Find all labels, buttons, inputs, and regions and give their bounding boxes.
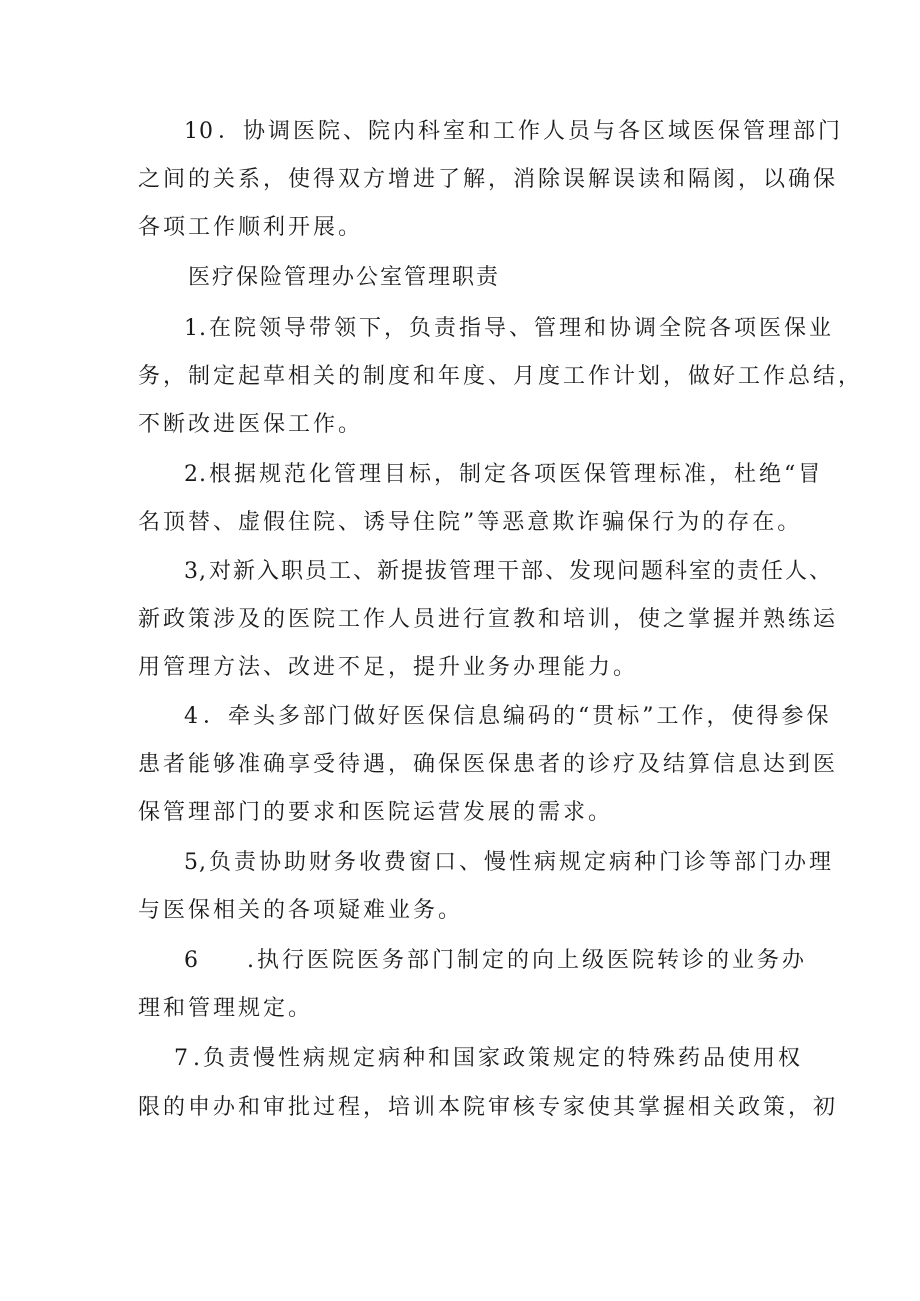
item-10-line-1: [0, 117, 920, 147]
item-1-text-1: 在院领导带领下，负责指导、管理和协调全院各项医保业: [209, 316, 835, 341]
item-5-text-1: 负责协助财务收费窗口、慢性病规定病种门诊等部门办理: [209, 850, 835, 875]
item-5-line-1: [0, 848, 920, 878]
item-1-line-1: [0, 314, 920, 344]
item-4-line-2: 患者能够准确享受待遇，确保医保患者的诊疗及结算信息达到医: [138, 752, 839, 777]
item-7-number: 7: [174, 1046, 189, 1071]
item-5-number: 5,: [184, 850, 207, 875]
item-4-number: 4: [184, 704, 199, 729]
item-2-number: 2.: [184, 462, 207, 487]
item-1-line-2: 务，制定起草相关的制度和年度、月度工作计划，做好工作总结，: [138, 364, 864, 389]
item-7-line-2: 限的申办和审批过程，培训本院审核专家使其掌握相关政策，初: [138, 1095, 839, 1120]
item-10-text-1: ．协调医院、院内科室和工作人员与各区域医保管理部门: [218, 119, 844, 144]
item-2-text-1: 根据规范化管理目标，制定各项医保管理标准，杜绝“冒: [209, 462, 824, 487]
item-1-number: 1.: [184, 316, 207, 341]
item-4-line-3: 保管理部门的要求和医院运营发展的需求。: [138, 800, 614, 825]
item-2-line-1: [0, 460, 920, 490]
item-3-number: 3,: [184, 559, 207, 584]
item-7-line-1: [0, 1044, 920, 1074]
item-6-line-1: [0, 946, 920, 976]
item-4-text-1: ．牵头多部门做好医保信息编码的“贯标”工作，使得参保: [203, 704, 832, 729]
item-5-line-2: 与医保相关的各项疑难业务。: [138, 898, 464, 923]
section-heading: 医疗保险管理办公室管理职责: [188, 265, 501, 290]
item-6-text-1: .执行医院医务部门制定的向上级医院转诊的业务办: [247, 948, 807, 973]
item-3-line-2: 新政策涉及的医院工作人员进行宣教和培训，使之掌握并熟练运: [138, 607, 839, 632]
item-6-line-2: 理和管理规定。: [138, 996, 314, 1021]
item-2-line-2: 名顶替、虚假住院、诱导住院”等恶意欺诈骗保行为的存在。: [138, 510, 803, 535]
item-3-line-1: [0, 557, 920, 587]
item-1-line-3: 不断改进医保工作。: [138, 412, 364, 437]
item-7-text-1: .负责慢性病规定病种和国家政策规定的特殊药品使用权: [193, 1046, 803, 1071]
item-10-line-2: 之间的关系，使得双方增进了解，消除误解误读和隔阂，以确保: [138, 167, 839, 192]
item-4-line-1: [0, 702, 920, 732]
item-10-line-3: 各项工作顺利开展。: [138, 215, 364, 240]
item-3-line-3: 用管理方法、改进不足，提升业务办理能力。: [138, 655, 639, 680]
item-6-number: 6: [184, 948, 199, 973]
item-10-number: 10: [184, 119, 214, 144]
item-3-text-1: 对新入职员工、新提拔管理干部、发现问题科室的责任人、: [209, 559, 834, 584]
